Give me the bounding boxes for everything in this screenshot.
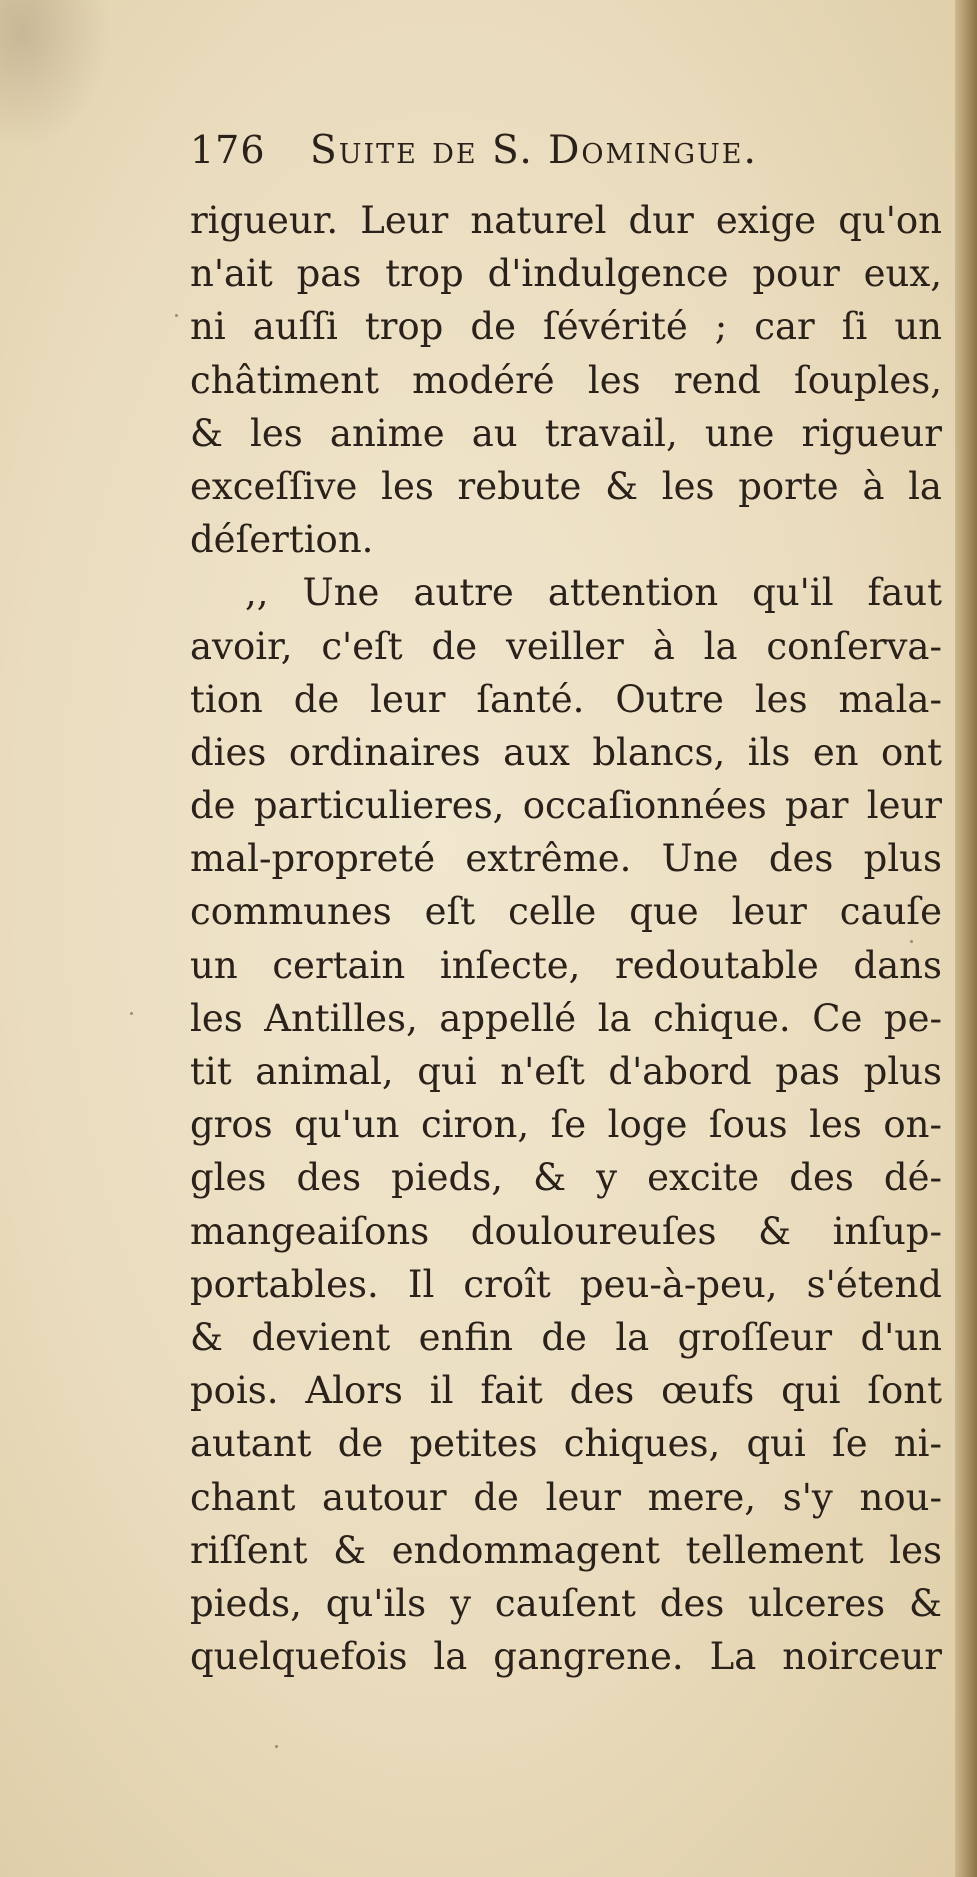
text-line: n'ait pas trop d'indulgence pour eux, <box>190 252 942 296</box>
text-line: & devient enfin de la groſſeur d'un <box>190 1315 942 1359</box>
running-head <box>190 128 942 194</box>
text-line: déſertion. <box>190 518 374 562</box>
text-line: ni auſſi trop de ſévérité ; car ſi un <box>190 305 942 349</box>
text-line: dies ordinaires aux blancs, ils en ont <box>190 730 942 774</box>
text-line: riſſent & endommagent tellement les <box>190 1528 942 1572</box>
text-line: gles des pieds, & y excite des dé- <box>190 1156 942 1200</box>
text-line: de particulieres, occaſionnées par leur <box>190 784 942 828</box>
text-line: mangeaiſons douloureuſes & inſup- <box>190 1209 942 1253</box>
text-line: pieds, qu'ils y cauſent des ulceres & <box>190 1581 942 1625</box>
paper-stain <box>0 0 110 150</box>
text-line: & les anime au travail, une rigueur <box>190 411 942 455</box>
text-line: un certain inſecte, redoutable dans <box>190 943 942 987</box>
paper-speck <box>275 1745 278 1748</box>
text-line: mal-propreté extrême. Une des plus <box>190 837 942 881</box>
page-gutter-shadow <box>955 0 977 1877</box>
text-line: châtiment modéré les rend ſouples, <box>190 358 942 402</box>
text-line: pois. Alors il fait des œufs qui ſont <box>190 1369 942 1413</box>
text-line: ,, Une autre attention qu'il faut <box>245 571 942 615</box>
text-line: chant autour de leur mere, s'y nou- <box>190 1475 942 1519</box>
text-line: communes eſt celle que leur cauſe <box>190 890 942 934</box>
page-text-block <box>190 128 942 1683</box>
text-line: portables. Il croît peu-à-peu, s'étend <box>190 1262 942 1306</box>
text-line: gros qu'un ciron, ſe loge ſous les on- <box>190 1103 942 1147</box>
text-line: exceſſive les rebute & les porte à la <box>190 464 942 508</box>
text-line: avoir, c'eſt de veiller à la conſerva- <box>190 624 942 668</box>
paper-speck <box>175 314 178 317</box>
text-line: rigueur. Leur naturel dur exige qu'on <box>190 199 942 242</box>
text-line: autant de petites chiques, qui ſe ni- <box>190 1422 942 1466</box>
text-line: quelquefois la gangrene. La noirceur <box>190 1635 942 1679</box>
text-line: tit animal, qui n'eſt d'abord pas plus <box>190 1050 942 1093</box>
page-number: 176 <box>190 128 266 172</box>
running-head-title: Suite de S. Domingue. <box>310 128 758 173</box>
text-line: les Antilles, appellé la chique. Ce pe- <box>190 996 942 1040</box>
paper-speck <box>130 1012 133 1015</box>
text-line: tion de leur ſanté. Outre les mala- <box>190 677 942 721</box>
